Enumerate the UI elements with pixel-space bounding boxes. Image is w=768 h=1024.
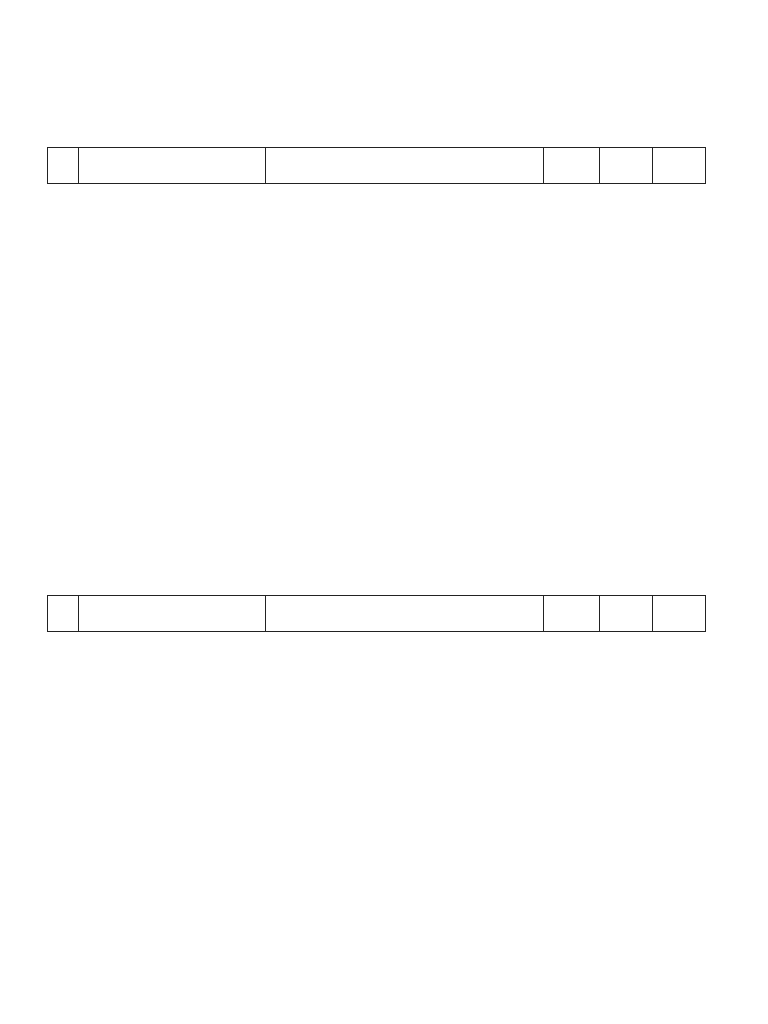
- title-line-1: [0, 50, 768, 69]
- header-no: [48, 596, 79, 632]
- kisi-table-2: [47, 595, 706, 632]
- header-bentuk-soal: [544, 148, 600, 184]
- kisi-table-1: [47, 147, 706, 184]
- header-no: [48, 148, 79, 184]
- header-bentuk-soal: [544, 596, 600, 632]
- header-no-soal: [653, 148, 706, 184]
- header-bobot: [600, 596, 653, 632]
- header-indikator: [266, 596, 544, 632]
- header-no-soal: [653, 596, 706, 632]
- document-title: [0, 50, 768, 126]
- header-bobot: [600, 148, 653, 184]
- title-line-2: [0, 69, 768, 88]
- title-line-3: [0, 88, 768, 107]
- header-topik: [79, 596, 266, 632]
- header-topik: [79, 148, 266, 184]
- title-line-4: [0, 107, 768, 126]
- header-indikator: [266, 148, 544, 184]
